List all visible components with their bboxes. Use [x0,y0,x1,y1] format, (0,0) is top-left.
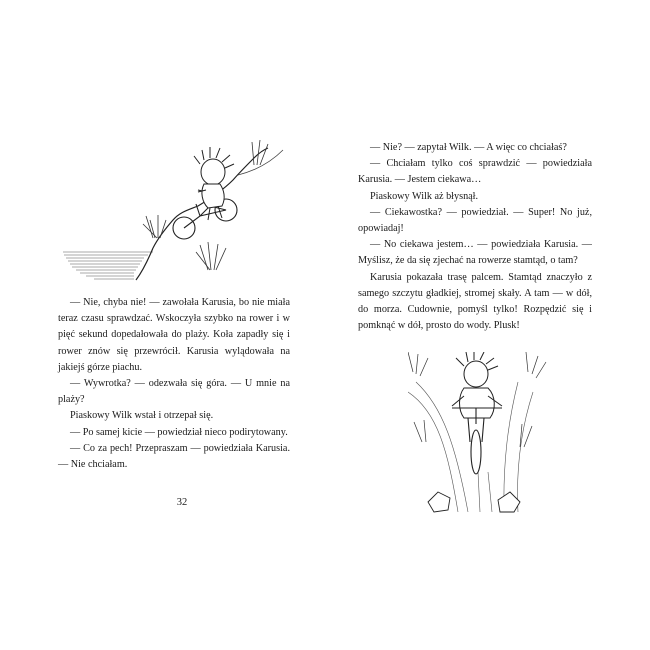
paragraph: Karusia pokazała trasę palcem. Stamtąd znaczyło z samego szczytu gładkiej, stromej skały. A tam — w dół, do morza. Cudownie, pomyśl tylko! Rozpędzić się i pomknąć w dół, prosto do wody. Plusk! [358,271,592,332]
paragraph: — Nie, chyba nie! — zawołała Karusia, bo nie miała teraz czasu sprawdzać. Wskoczyła szybko na rower i w pięć sekund dopedałowała do plaży. Koła zapadły się i rower znów się przewrócił. Karusia wylądowała na jakiejś górze piachu. [58,297,290,373]
left-page-text [58,295,290,473]
page-number: 32 [176,497,188,508]
paragraph: Piaskowy Wilk aż błysnął. [370,190,479,202]
bicycle-dune-illustration [58,120,290,290]
paragraph: — Nie? — zapytał Wilk. — A więc co chciałaś? [370,142,567,153]
paragraph: Piaskowy Wilk wstał i otrzepał się. [70,410,214,422]
paragraph: — No ciekawa jestem… — powiedziała Karusia. — Myślisz, że da się zjechać na rowerze stamtąd, o tam? [358,239,592,267]
right-page [358,140,592,540]
paragraph: — Wywrotka? — odezwała się góra. — U mnie na plaży? [58,378,290,406]
paragraph: — Ciekawostka? — powiedział. — Super! No już, opowiadaj! [358,206,592,235]
bicycle-slope-illustration [408,352,548,517]
right-page-text [358,140,592,334]
left-page [58,120,290,520]
paragraph: — Chciałam tylko coś sprawdzić — powiedziała Karusia. — Jestem ciekawa… [358,158,592,186]
paragraph: — Co za pech! Przepraszam — powiedziała Karusia. — Nie chciałam. [58,442,290,471]
paragraph: — Po samej kicie — powiedział nieco podirytowany. [70,426,288,438]
